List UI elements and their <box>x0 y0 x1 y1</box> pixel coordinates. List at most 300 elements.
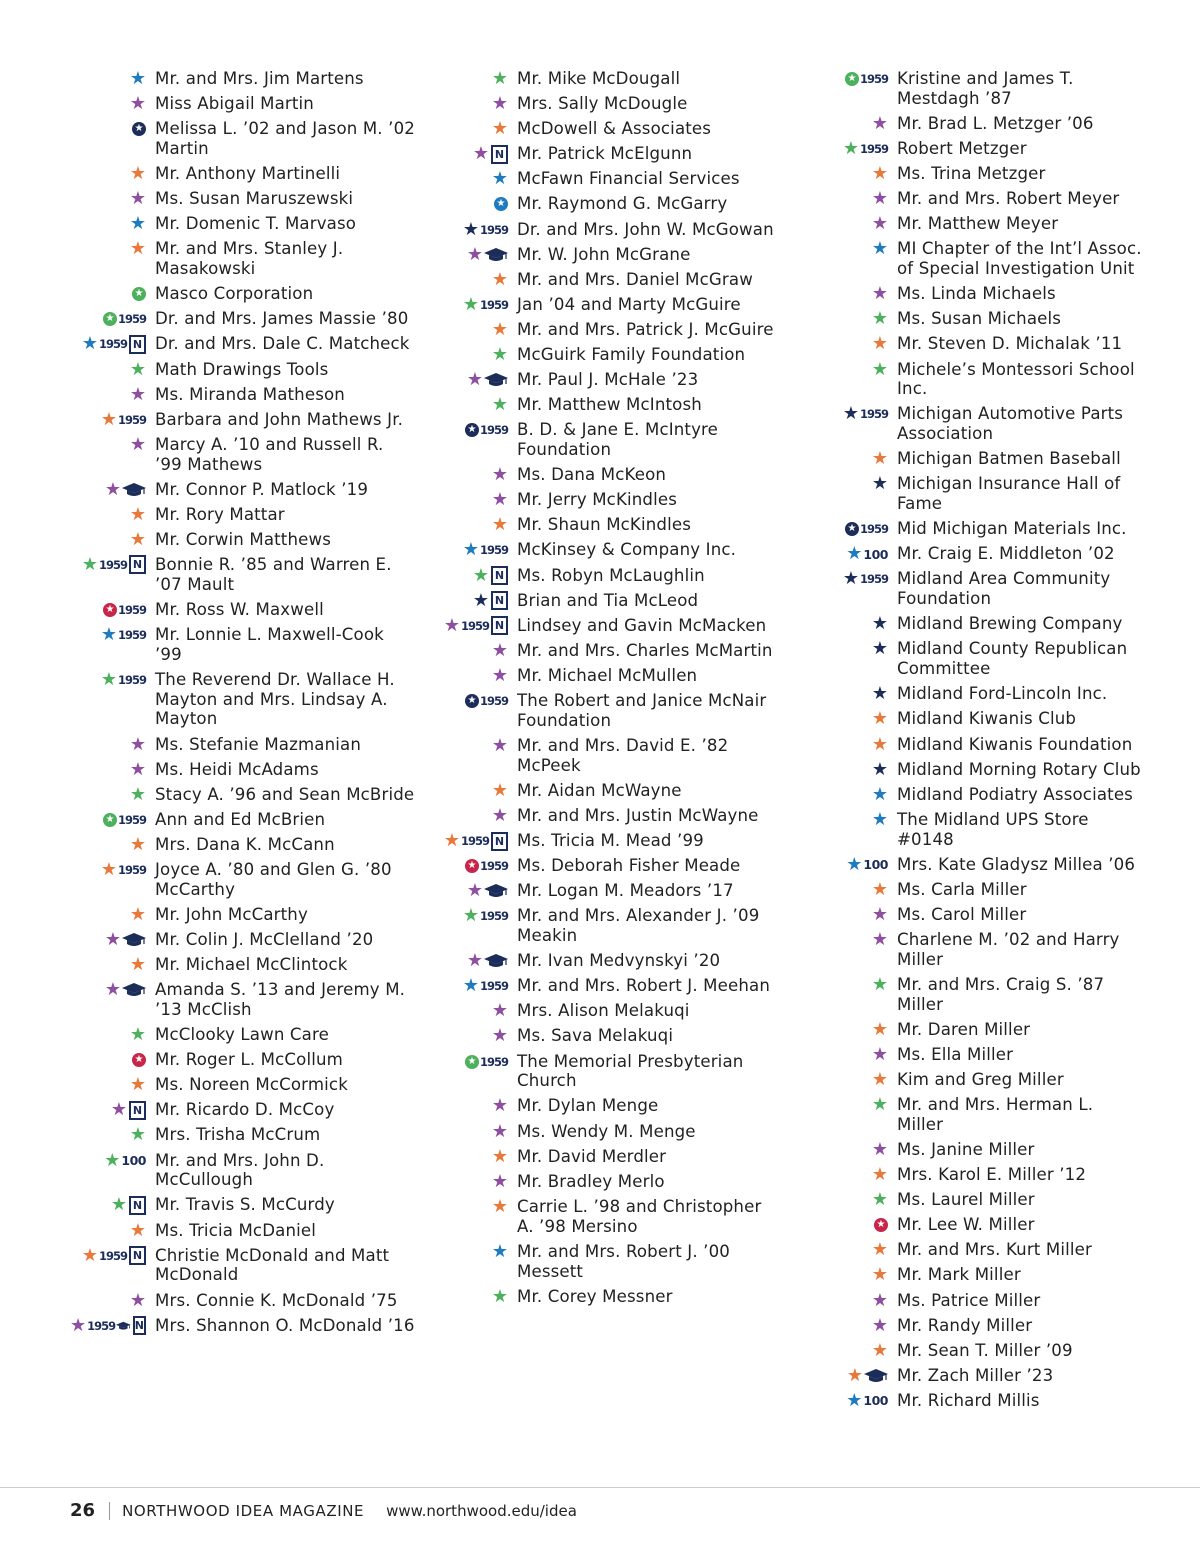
donor-name: Ms. Carol Miller <box>897 904 1027 924</box>
society-1959-badge-icon: 1959 <box>98 1248 127 1263</box>
donor-icons <box>812 1139 897 1161</box>
donor-icons <box>432 905 517 927</box>
society-1959-badge-icon: 1959 <box>87 1318 116 1333</box>
donor-entry <box>70 529 415 554</box>
donor-icons <box>812 854 897 876</box>
donor-entry <box>812 1365 1142 1390</box>
donor-name: Mr. and Mrs. Alexander J. ’09 Meakin <box>517 906 760 946</box>
purple-star-icon: ★ <box>491 664 508 686</box>
donor-icons <box>70 1124 155 1146</box>
donor-name: Charlene M. ’02 and Harry Miller <box>897 930 1120 969</box>
blue-star-icon: ★ <box>871 808 888 830</box>
donor-name: Ms. Carla Miller <box>897 879 1027 899</box>
navy-star-icon: ★ <box>842 403 859 425</box>
orange-star-icon: ★ <box>129 1074 146 1096</box>
graduation-cap-icon <box>484 954 508 968</box>
donor-icons <box>70 1315 155 1337</box>
donor-entry <box>70 859 415 904</box>
donor-icons <box>70 1150 155 1172</box>
donor-entry <box>812 904 1142 929</box>
society-1959-badge-icon: 1959 <box>117 812 146 827</box>
donor-entry <box>432 464 777 489</box>
blue-star-icon: ★ <box>491 1240 508 1262</box>
blue-star-icon: ★ <box>846 853 863 875</box>
donor-name: Ms. Robyn McLaughlin <box>517 565 705 585</box>
purple-star-icon: ★ <box>491 93 508 115</box>
donor-icons <box>432 1286 517 1308</box>
donor-name: Mr. Matthew McIntosh <box>517 395 702 415</box>
purple-star-icon: ★ <box>129 758 146 780</box>
donor-icons <box>812 448 897 470</box>
navy-star-icon: ★ <box>871 683 888 705</box>
blue-star-icon: ★ <box>871 783 888 805</box>
donor-entry <box>432 780 777 805</box>
northwood-n-logo-icon: N <box>129 1101 146 1120</box>
society-100-badge-icon: 100 <box>863 1393 888 1409</box>
donor-icons <box>70 359 155 381</box>
donor-entry <box>432 394 777 419</box>
orange-star-icon: ★ <box>871 1068 888 1090</box>
donor-entry <box>432 640 777 665</box>
donor-name: Ms. Deborah Fisher Meade <box>517 856 741 876</box>
green-circle-star-icon: ★ <box>103 813 117 827</box>
donor-icons <box>812 283 897 305</box>
navy-star-icon: ★ <box>871 758 888 780</box>
society-1959-badge-icon: 1959 <box>479 979 508 994</box>
donor-name: Mid Michigan Materials Inc. <box>897 519 1127 539</box>
purple-star-icon: ★ <box>871 213 888 235</box>
donor-icons <box>70 529 155 551</box>
green-star-icon: ★ <box>100 668 117 690</box>
society-1959-badge-icon: 1959 <box>479 297 508 312</box>
purple-star-icon: ★ <box>129 188 146 210</box>
navy-circle-star-icon: ★ <box>132 122 146 136</box>
orange-star-icon: ★ <box>443 830 460 852</box>
donor-name: Mr. Rory Mattar <box>155 504 285 524</box>
purple-star-icon: ★ <box>491 489 508 511</box>
orange-star-icon: ★ <box>871 878 888 900</box>
donor-entry <box>70 1315 415 1340</box>
donor-icons <box>432 880 517 902</box>
northwood-n-logo-icon: N <box>129 1246 146 1265</box>
donor-entry <box>812 784 1142 809</box>
donor-icons <box>432 590 517 612</box>
donor-entry <box>432 590 777 615</box>
donor-icons <box>812 1094 897 1116</box>
footer-url[interactable]: www.northwood.edu/idea <box>386 1501 577 1520</box>
donor-entry <box>70 1194 415 1219</box>
donor-entry <box>432 1095 777 1120</box>
donor-column-2 <box>432 68 777 1311</box>
donor-name: Ms. Janine Miller <box>897 1139 1035 1159</box>
donor-name: Dr. and Mrs. John W. McGowan <box>517 219 774 239</box>
donor-name: Mrs. Trisha McCrum <box>155 1125 321 1145</box>
navy-circle-star-icon: ★ <box>465 694 479 708</box>
green-star-icon: ★ <box>462 905 479 927</box>
donor-icons <box>70 1194 155 1216</box>
donor-name: Mr. Anthony Martinelli <box>155 164 341 184</box>
donor-name: McFawn Financial Services <box>517 169 740 189</box>
donor-entry <box>70 283 415 308</box>
donor-icons <box>432 1000 517 1022</box>
donor-name: Dr. and Mrs. Dale C. Matcheck <box>155 334 410 354</box>
donor-icons <box>812 1239 897 1261</box>
donor-name: Mr. and Mrs. Charles McMartin <box>517 640 773 660</box>
donor-entry <box>432 93 777 118</box>
donor-icons <box>70 384 155 406</box>
donor-name: McDowell & Associates <box>517 119 712 139</box>
donor-icons <box>70 308 155 330</box>
donor-entry <box>812 1390 1142 1415</box>
green-circle-star-icon: ★ <box>845 72 859 86</box>
donor-name: Ms. Stefanie Mazmanian <box>155 734 362 754</box>
donor-entry <box>432 905 777 950</box>
donor-entry <box>432 319 777 344</box>
donor-entry <box>432 1000 777 1025</box>
donor-name: Mr. Ricardo D. McCoy <box>155 1100 335 1120</box>
donor-icons <box>432 1121 517 1143</box>
purple-star-icon: ★ <box>129 93 146 115</box>
donor-name: Mrs. Karol E. Miller ’12 <box>897 1165 1087 1185</box>
donor-entry <box>70 734 415 759</box>
donor-icons <box>812 974 897 996</box>
green-star-icon: ★ <box>871 973 888 995</box>
donor-entry <box>70 1290 415 1315</box>
donor-entry <box>70 554 415 599</box>
donor-name: Mr. Steven D. Michalak ’11 <box>897 334 1123 354</box>
donor-icons <box>812 1290 897 1312</box>
society-1959-badge-icon: 1959 <box>479 543 508 558</box>
purple-star-icon: ★ <box>472 143 489 165</box>
donor-name: Ms. Tricia M. Mead ’99 <box>517 831 704 851</box>
donor-icons <box>70 554 155 576</box>
donor-name: Michigan Batmen Baseball <box>897 449 1121 469</box>
red-circle-star-icon: ★ <box>132 1053 146 1067</box>
donor-icons <box>70 118 155 140</box>
donor-name: Math Drawings Tools <box>155 359 329 379</box>
donor-name: Miss Abigail Martin <box>155 94 314 114</box>
donor-entry <box>812 333 1142 358</box>
donor-entry <box>812 568 1142 613</box>
donor-icons <box>70 333 155 355</box>
magazine-title: NORTHWOOD IDEA MAGAZINE <box>122 1501 365 1520</box>
donor-icons <box>812 543 897 565</box>
donor-icons <box>432 143 517 165</box>
donor-icons <box>432 219 517 241</box>
donor-icons <box>812 708 897 730</box>
donor-entry <box>70 93 415 118</box>
society-1959-badge-icon: 1959 <box>460 618 489 633</box>
orange-star-icon: ★ <box>871 733 888 755</box>
donor-name: Ms. Ella Miller <box>897 1044 1014 1064</box>
donor-icons <box>432 419 517 441</box>
orange-star-icon: ★ <box>129 528 146 550</box>
donor-entry <box>70 68 415 93</box>
blue-star-icon: ★ <box>100 623 117 645</box>
donor-icons <box>812 1044 897 1066</box>
society-1959-badge-icon: 1959 <box>98 557 127 572</box>
donor-entry <box>812 163 1142 188</box>
orange-star-icon: ★ <box>491 1145 508 1167</box>
donor-entry <box>812 1139 1142 1164</box>
donor-name: Mr. and Mrs. Stanley J. Masakowski <box>155 239 344 279</box>
purple-star-icon: ★ <box>466 369 483 391</box>
purple-star-icon: ★ <box>491 804 508 826</box>
donor-entry <box>70 1150 415 1195</box>
donor-name: Mr. John McCarthy <box>155 904 308 924</box>
donor-entry <box>812 359 1142 404</box>
green-circle-star-icon: ★ <box>465 1055 479 1069</box>
blue-star-icon: ★ <box>871 238 888 260</box>
orange-star-icon: ★ <box>100 408 117 430</box>
northwood-n-logo-icon: N <box>129 1196 146 1215</box>
donor-entry <box>812 518 1142 543</box>
purple-star-icon: ★ <box>871 283 888 305</box>
donor-name: Mrs. Dana K. McCann <box>155 834 335 854</box>
donor-icons <box>812 809 897 831</box>
donor-icons <box>432 690 517 712</box>
donor-name: Ms. Trina Metzger <box>897 164 1046 184</box>
donor-name: The Robert and Janice McNair Foundation <box>517 691 767 730</box>
donor-name: Mr. and Mrs. Herman L. Miller <box>897 1095 1094 1134</box>
donor-entry <box>432 419 777 464</box>
donor-icons <box>432 394 517 416</box>
donor-entry <box>812 1019 1142 1044</box>
donor-icons <box>70 929 155 951</box>
blue-star-icon: ★ <box>129 68 146 89</box>
donor-entry <box>812 1214 1142 1239</box>
donor-entry <box>432 143 777 168</box>
donor-entry <box>432 855 777 880</box>
donor-icons <box>70 1220 155 1242</box>
donor-entry <box>70 624 415 669</box>
donor-name: Lindsey and Gavin McMacken <box>517 615 767 635</box>
donor-name: MI Chapter of the Int’l Assoc. of Special Investigation Unit <box>897 239 1142 279</box>
purple-star-icon: ★ <box>871 112 888 134</box>
donor-icons <box>432 344 517 366</box>
donor-icons <box>812 638 897 660</box>
purple-star-icon: ★ <box>129 733 146 755</box>
donor-icons <box>812 1164 897 1186</box>
donor-entry <box>432 68 777 93</box>
donor-icons <box>432 168 517 190</box>
donor-name: Mr. Domenic T. Marvaso <box>155 214 357 234</box>
donor-entry <box>812 113 1142 138</box>
donor-name: Carrie L. ’98 and Christopher A. ’98 Mersino <box>517 1196 762 1236</box>
orange-star-icon: ★ <box>846 1364 863 1386</box>
donor-entry <box>812 638 1142 683</box>
donor-name: Mr. Brad L. Metzger ’06 <box>897 113 1094 133</box>
donor-entry <box>70 163 415 188</box>
graduation-cap-icon <box>484 248 508 262</box>
green-star-icon: ★ <box>129 783 146 805</box>
donor-icons <box>432 950 517 972</box>
green-star-icon: ★ <box>491 344 508 366</box>
donor-icons <box>812 518 897 540</box>
donor-name: McClooky Lawn Care <box>155 1025 329 1045</box>
donor-name: Mr. Logan M. Meadors ’17 <box>517 881 734 901</box>
donor-name: Mr. W. John McGrane <box>517 244 691 264</box>
donor-icons <box>70 1024 155 1046</box>
donor-name: Mr. Bradley Merlo <box>517 1171 665 1191</box>
donor-entry <box>812 188 1142 213</box>
donor-entry <box>432 1171 777 1196</box>
donor-name: Mr. Craig E. Middleton ’02 <box>897 544 1115 564</box>
donor-name: Midland County Republican Committee <box>897 639 1128 679</box>
donor-name: Mr. Aidan McWayne <box>517 780 682 800</box>
donor-entry <box>70 238 415 283</box>
donor-icons <box>70 954 155 976</box>
donor-name: Midland Area Community Foundation <box>897 569 1111 609</box>
donor-name: Mr. Michael McMullen <box>517 665 698 685</box>
donor-icons <box>812 1019 897 1041</box>
donor-entry <box>812 68 1142 113</box>
donor-name: Mr. Travis S. McCurdy <box>155 1195 335 1215</box>
donor-entry <box>812 1264 1142 1289</box>
orange-star-icon: ★ <box>491 779 508 801</box>
donor-entry <box>812 974 1142 1019</box>
donor-icons <box>70 188 155 210</box>
donor-name: Ms. Sava Melakuqi <box>517 1026 674 1046</box>
donor-name: Mr. Zach Miller ’23 <box>897 1365 1054 1385</box>
donor-entry <box>812 613 1142 638</box>
donor-icons <box>812 613 897 635</box>
northwood-n-logo-icon: N <box>491 832 508 851</box>
donor-entry <box>432 344 777 369</box>
donor-name: Mr. and Mrs. Jim Martens <box>155 69 364 88</box>
donor-entry <box>432 665 777 690</box>
orange-star-icon: ★ <box>871 1339 888 1361</box>
donor-icons <box>432 93 517 115</box>
donor-entry <box>70 1024 415 1049</box>
donor-icons <box>812 333 897 355</box>
donor-icons <box>812 1069 897 1091</box>
donor-name: The Memorial Presbyterian Church <box>517 1051 744 1091</box>
donor-entry <box>432 975 777 1000</box>
donor-icons <box>812 1340 897 1362</box>
donor-icons <box>70 809 155 831</box>
blue-circle-star-icon: ★ <box>494 197 508 211</box>
donor-icons <box>432 1196 517 1218</box>
purple-star-icon: ★ <box>491 464 508 486</box>
orange-star-icon: ★ <box>871 1239 888 1261</box>
donor-icons <box>432 319 517 341</box>
donor-icons <box>812 1189 897 1211</box>
society-1959-badge-icon: 1959 <box>460 834 489 849</box>
donor-name: Marcy A. ’10 and Russell R. ’99 Mathews <box>155 434 384 474</box>
society-1959-badge-icon: 1959 <box>479 694 508 709</box>
donor-name: Mr. Roger L. McCollum <box>155 1050 343 1070</box>
donor-name: Brian and Tia McLeod <box>517 590 699 610</box>
green-star-icon: ★ <box>871 358 888 380</box>
purple-star-icon: ★ <box>491 1120 508 1142</box>
donor-name: Mr. Michael McClintock <box>155 955 348 975</box>
green-star-icon: ★ <box>491 1285 508 1307</box>
donor-entry <box>70 308 415 333</box>
green-circle-star-icon: ★ <box>132 287 146 301</box>
green-star-icon: ★ <box>491 394 508 416</box>
donor-entry <box>812 1164 1142 1189</box>
donor-entry <box>70 359 415 384</box>
donor-icons <box>70 409 155 431</box>
donor-icons <box>812 929 897 951</box>
donor-entry <box>70 434 415 479</box>
graduation-cap-icon <box>116 1319 131 1333</box>
purple-star-icon: ★ <box>70 1314 87 1336</box>
donor-name: Mr. David Merdler <box>517 1146 667 1166</box>
green-circle-star-icon: ★ <box>103 312 117 326</box>
donor-entry <box>432 369 777 394</box>
society-1959-badge-icon: 1959 <box>859 72 888 86</box>
purple-star-icon: ★ <box>871 1043 888 1065</box>
donor-icons <box>432 1095 517 1117</box>
donor-column-1 <box>70 68 415 1340</box>
donor-name: Mr. and Mrs. John D. McCullough <box>155 1150 325 1190</box>
orange-star-icon: ★ <box>871 448 888 470</box>
donor-icons <box>432 244 517 266</box>
footer-separator <box>109 1502 110 1520</box>
donor-icons <box>812 403 897 425</box>
donor-name: Ms. Dana McKeon <box>517 465 667 485</box>
society-1959-badge-icon: 1959 <box>98 337 127 352</box>
donor-icons <box>432 640 517 662</box>
donor-entry <box>432 1121 777 1146</box>
donor-entry <box>812 1239 1142 1264</box>
orange-star-icon: ★ <box>129 903 146 925</box>
society-1959-badge-icon: 1959 <box>859 407 888 422</box>
graduation-cap-icon <box>484 373 508 387</box>
donor-name: Ms. Wendy M. Menge <box>517 1121 696 1141</box>
donor-column-3 <box>812 68 1142 1415</box>
footer <box>70 1500 577 1521</box>
donor-entry <box>432 219 777 244</box>
donor-entry <box>432 118 777 143</box>
green-star-icon: ★ <box>129 1024 146 1046</box>
purple-star-icon: ★ <box>104 478 121 500</box>
donor-icons <box>432 1171 517 1193</box>
footer-divider <box>0 1487 1200 1488</box>
donor-icons <box>70 283 155 305</box>
donor-name: Ms. Noreen McCormick <box>155 1075 348 1095</box>
donor-icons <box>812 568 897 590</box>
donor-icons <box>70 904 155 926</box>
donor-name: Mrs. Shannon O. McDonald ’16 <box>155 1315 415 1335</box>
northwood-n-logo-icon: N <box>129 555 146 574</box>
donor-icons <box>70 859 155 881</box>
society-1959-badge-icon: 1959 <box>117 602 146 617</box>
purple-star-icon: ★ <box>871 1138 888 1160</box>
green-star-icon: ★ <box>491 68 508 89</box>
donor-icons <box>70 1099 155 1121</box>
donor-icons <box>432 539 517 561</box>
donor-entry <box>432 735 777 780</box>
donor-entry <box>812 809 1142 854</box>
donor-icons <box>432 565 517 587</box>
donor-entry <box>432 690 777 735</box>
donor-name: Mr. and Mrs. David E. ’82 McPeek <box>517 735 729 775</box>
donor-icons <box>70 834 155 856</box>
donor-name: Ms. Patrice Miller <box>897 1290 1041 1310</box>
donor-entry <box>432 193 777 218</box>
donor-entry <box>70 759 415 784</box>
donor-entry <box>70 479 415 504</box>
northwood-n-logo-icon: N <box>129 335 146 354</box>
donor-entry <box>432 830 777 855</box>
purple-star-icon: ★ <box>104 979 121 1001</box>
donor-name: Mr. Randy Miller <box>897 1315 1033 1335</box>
donor-name: Mr. Dylan Menge <box>517 1096 659 1116</box>
donor-name: Ms. Miranda Matheson <box>155 384 345 404</box>
